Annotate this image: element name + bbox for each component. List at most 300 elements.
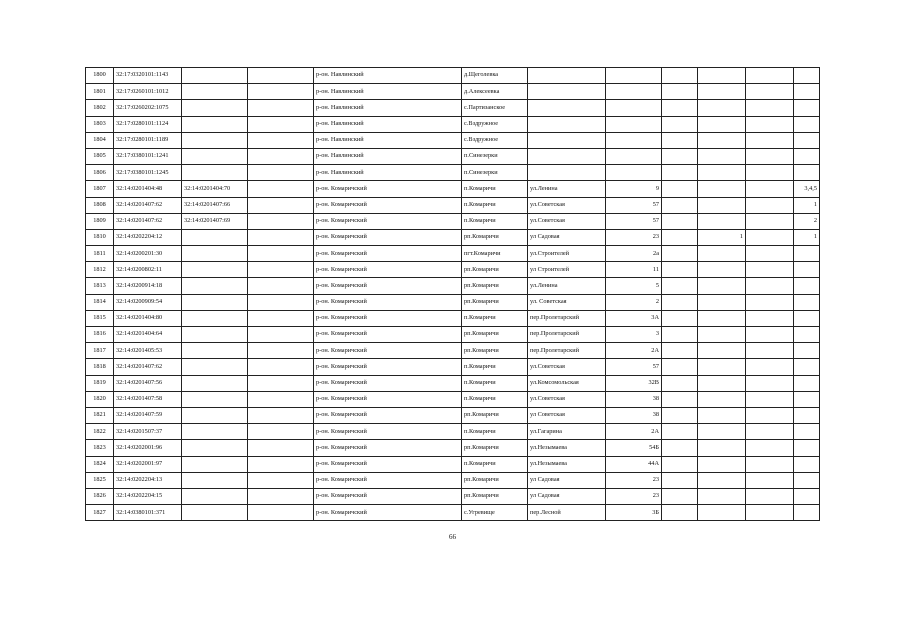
cell-street: ул Садовая bbox=[528, 472, 606, 488]
cell-related-number-1: 32:14:0201407:66 bbox=[182, 197, 248, 213]
cell-related-number-1 bbox=[182, 294, 248, 310]
cell-row-number: 1802 bbox=[86, 100, 114, 116]
cell-row-number: 1808 bbox=[86, 197, 114, 213]
table-row bbox=[86, 407, 820, 423]
cell-district: р-он. Комаричский bbox=[314, 505, 462, 521]
cell-district: р-он. Комаричский bbox=[314, 262, 462, 278]
table-row bbox=[86, 197, 820, 213]
cell-settlement: п.Комаричи bbox=[462, 375, 528, 391]
cell-related-number-2 bbox=[248, 505, 314, 521]
cell-related-number-2 bbox=[248, 246, 314, 262]
cell-settlement: с.Вздружное bbox=[462, 116, 528, 132]
registry-table bbox=[85, 67, 820, 521]
cell-related-number-1 bbox=[182, 505, 248, 521]
cell-district: р-он. Навлинский bbox=[314, 68, 462, 84]
cell-house: 3А bbox=[606, 310, 662, 326]
cell-corpus bbox=[698, 488, 746, 504]
table-row bbox=[86, 229, 820, 245]
cell-district: р-он. Комаричский bbox=[314, 407, 462, 423]
cell-house: 9 bbox=[606, 181, 662, 197]
cell-extra bbox=[746, 246, 794, 262]
cell-corpus bbox=[698, 262, 746, 278]
cell-apartment bbox=[794, 407, 820, 423]
cell-apartment bbox=[794, 278, 820, 294]
cell-house: 11 bbox=[606, 262, 662, 278]
cell-related-number-1 bbox=[182, 375, 248, 391]
cell-street: ул.Советская bbox=[528, 197, 606, 213]
cell-related-number-1 bbox=[182, 359, 248, 375]
cell-row-number: 1819 bbox=[86, 375, 114, 391]
cell-row-number: 1824 bbox=[86, 456, 114, 472]
cell-corpus bbox=[698, 246, 746, 262]
cell-related-number-1 bbox=[182, 165, 248, 181]
cell-related-number-2 bbox=[248, 440, 314, 456]
cell-building bbox=[662, 181, 698, 197]
cell-house bbox=[606, 148, 662, 164]
cell-house: 3 bbox=[606, 327, 662, 343]
cell-street: пер.Пролетарский bbox=[528, 327, 606, 343]
cell-building bbox=[662, 68, 698, 84]
table-row bbox=[86, 424, 820, 440]
cell-building bbox=[662, 294, 698, 310]
cell-settlement: п.Синезерки bbox=[462, 148, 528, 164]
cell-house: 2 bbox=[606, 294, 662, 310]
cell-apartment: 3,4,5 bbox=[794, 181, 820, 197]
cell-cadastral-number: 32:14:0201407:58 bbox=[114, 391, 182, 407]
cell-related-number-2 bbox=[248, 229, 314, 245]
cell-related-number-1 bbox=[182, 84, 248, 100]
cell-cadastral-number: 32:14:0202204:12 bbox=[114, 229, 182, 245]
cell-house: 44А bbox=[606, 456, 662, 472]
cell-street: ул Строителей bbox=[528, 262, 606, 278]
cell-cadastral-number: 32:17:0280101:1189 bbox=[114, 132, 182, 148]
cell-related-number-2 bbox=[248, 327, 314, 343]
table-row bbox=[86, 68, 820, 84]
cell-settlement: д.Алексеевка bbox=[462, 84, 528, 100]
cell-building bbox=[662, 84, 698, 100]
cell-building bbox=[662, 148, 698, 164]
cell-related-number-1 bbox=[182, 488, 248, 504]
cell-house bbox=[606, 165, 662, 181]
cell-cadastral-number: 32:14:0201404:48 bbox=[114, 181, 182, 197]
cell-apartment bbox=[794, 424, 820, 440]
table-row bbox=[86, 310, 820, 326]
cell-apartment bbox=[794, 294, 820, 310]
cell-street bbox=[528, 84, 606, 100]
cell-apartment bbox=[794, 68, 820, 84]
cell-street: ул.Строителей bbox=[528, 246, 606, 262]
cell-house bbox=[606, 68, 662, 84]
cell-corpus bbox=[698, 181, 746, 197]
cell-related-number-2 bbox=[248, 424, 314, 440]
cell-extra bbox=[746, 375, 794, 391]
cell-building bbox=[662, 424, 698, 440]
cell-row-number: 1810 bbox=[86, 229, 114, 245]
cell-related-number-1 bbox=[182, 440, 248, 456]
table-row bbox=[86, 327, 820, 343]
cell-row-number: 1813 bbox=[86, 278, 114, 294]
cell-settlement: рп.Комаричи bbox=[462, 294, 528, 310]
cell-cadastral-number: 32:14:0201404:80 bbox=[114, 310, 182, 326]
cell-row-number: 1818 bbox=[86, 359, 114, 375]
cell-street: ул Садовая bbox=[528, 229, 606, 245]
cell-row-number: 1805 bbox=[86, 148, 114, 164]
cell-building bbox=[662, 213, 698, 229]
cell-street: пер.Лесной bbox=[528, 505, 606, 521]
cell-corpus bbox=[698, 472, 746, 488]
cell-building bbox=[662, 488, 698, 504]
cell-apartment: 2 bbox=[794, 213, 820, 229]
cell-corpus bbox=[698, 440, 746, 456]
cell-apartment bbox=[794, 391, 820, 407]
cell-street bbox=[528, 132, 606, 148]
cell-related-number-1 bbox=[182, 327, 248, 343]
cell-cadastral-number: 32:14:0201407:62 bbox=[114, 197, 182, 213]
cell-district: р-он. Комаричский bbox=[314, 472, 462, 488]
cell-extra bbox=[746, 440, 794, 456]
cell-related-number-1 bbox=[182, 246, 248, 262]
cell-related-number-1 bbox=[182, 391, 248, 407]
cell-house bbox=[606, 132, 662, 148]
cell-corpus bbox=[698, 197, 746, 213]
cell-row-number: 1822 bbox=[86, 424, 114, 440]
cell-extra bbox=[746, 262, 794, 278]
cell-apartment bbox=[794, 488, 820, 504]
cell-street: ул.Советская bbox=[528, 391, 606, 407]
cell-row-number: 1809 bbox=[86, 213, 114, 229]
cell-cadastral-number: 32:14:0201407:59 bbox=[114, 407, 182, 423]
cell-house: 38 bbox=[606, 391, 662, 407]
cell-settlement: рп.Комаричи bbox=[462, 440, 528, 456]
cell-apartment bbox=[794, 84, 820, 100]
cell-related-number-2 bbox=[248, 116, 314, 132]
cell-row-number: 1827 bbox=[86, 505, 114, 521]
cell-related-number-2 bbox=[248, 391, 314, 407]
cell-settlement: рп.Комаричи bbox=[462, 407, 528, 423]
cell-district: р-он. Комаричский bbox=[314, 488, 462, 504]
cell-house: 3Б bbox=[606, 505, 662, 521]
cell-corpus bbox=[698, 68, 746, 84]
cell-row-number: 1823 bbox=[86, 440, 114, 456]
cell-apartment bbox=[794, 456, 820, 472]
table-row bbox=[86, 505, 820, 521]
cell-apartment bbox=[794, 100, 820, 116]
cell-related-number-1 bbox=[182, 343, 248, 359]
cell-extra bbox=[746, 213, 794, 229]
cell-related-number-2 bbox=[248, 278, 314, 294]
cell-apartment bbox=[794, 359, 820, 375]
cell-related-number-1 bbox=[182, 407, 248, 423]
cell-related-number-2 bbox=[248, 407, 314, 423]
cell-row-number: 1806 bbox=[86, 165, 114, 181]
cell-extra bbox=[746, 294, 794, 310]
cell-corpus bbox=[698, 148, 746, 164]
cell-corpus bbox=[698, 310, 746, 326]
cell-district: р-он. Навлинский bbox=[314, 132, 462, 148]
cell-related-number-2 bbox=[248, 472, 314, 488]
cell-settlement: д.Щеголевка bbox=[462, 68, 528, 84]
cell-apartment bbox=[794, 440, 820, 456]
cell-cadastral-number: 32:17:0380101:1241 bbox=[114, 148, 182, 164]
cell-apartment bbox=[794, 310, 820, 326]
table-row bbox=[86, 294, 820, 310]
registry-body bbox=[86, 68, 820, 521]
cell-street: ул Садовая bbox=[528, 488, 606, 504]
cell-street: ул.Гагарина bbox=[528, 424, 606, 440]
cell-settlement: п.Комаричи bbox=[462, 456, 528, 472]
cell-related-number-2 bbox=[248, 165, 314, 181]
cell-cadastral-number: 32:14:0202204:13 bbox=[114, 472, 182, 488]
cell-cadastral-number: 32:14:0200909:54 bbox=[114, 294, 182, 310]
cell-cadastral-number: 32:14:0201405:53 bbox=[114, 343, 182, 359]
cell-building bbox=[662, 197, 698, 213]
cell-extra bbox=[746, 278, 794, 294]
cell-row-number: 1825 bbox=[86, 472, 114, 488]
table-row bbox=[86, 488, 820, 504]
cell-district: р-он. Навлинский bbox=[314, 84, 462, 100]
cell-district: р-он. Комаричский bbox=[314, 327, 462, 343]
cell-street bbox=[528, 116, 606, 132]
cell-house: 2а bbox=[606, 246, 662, 262]
cell-cadastral-number: 32:14:0201507:37 bbox=[114, 424, 182, 440]
cell-building bbox=[662, 246, 698, 262]
cell-house bbox=[606, 100, 662, 116]
cell-extra bbox=[746, 310, 794, 326]
cell-related-number-1 bbox=[182, 229, 248, 245]
cell-cadastral-number: 32:14:0201404:64 bbox=[114, 327, 182, 343]
cell-settlement: с.Угревище bbox=[462, 505, 528, 521]
cell-settlement: рп.Комаричи bbox=[462, 278, 528, 294]
cell-district: р-он. Комаричский bbox=[314, 181, 462, 197]
cell-cadastral-number: 32:14:0200201:30 bbox=[114, 246, 182, 262]
cell-building bbox=[662, 165, 698, 181]
cell-extra bbox=[746, 165, 794, 181]
table-row bbox=[86, 456, 820, 472]
table-row bbox=[86, 375, 820, 391]
cell-extra bbox=[746, 456, 794, 472]
cell-extra bbox=[746, 148, 794, 164]
cell-corpus bbox=[698, 343, 746, 359]
cell-extra bbox=[746, 84, 794, 100]
cell-row-number: 1814 bbox=[86, 294, 114, 310]
cell-apartment bbox=[794, 327, 820, 343]
cell-corpus bbox=[698, 132, 746, 148]
cell-corpus bbox=[698, 456, 746, 472]
cell-corpus bbox=[698, 165, 746, 181]
cell-corpus bbox=[698, 213, 746, 229]
cell-related-number-2 bbox=[248, 132, 314, 148]
cell-extra bbox=[746, 407, 794, 423]
cell-settlement: п.Синезерки bbox=[462, 165, 528, 181]
cell-house: 5 bbox=[606, 278, 662, 294]
cell-settlement: рп.Комаричи bbox=[462, 327, 528, 343]
cell-related-number-2 bbox=[248, 148, 314, 164]
cell-row-number: 1807 bbox=[86, 181, 114, 197]
cell-cadastral-number: 32:14:0201407:62 bbox=[114, 359, 182, 375]
cell-building bbox=[662, 456, 698, 472]
cell-building bbox=[662, 440, 698, 456]
table-row bbox=[86, 165, 820, 181]
cell-row-number: 1820 bbox=[86, 391, 114, 407]
cell-corpus bbox=[698, 505, 746, 521]
cell-house: 23 bbox=[606, 229, 662, 245]
table-row bbox=[86, 181, 820, 197]
cell-cadastral-number: 32:17:0260202:1075 bbox=[114, 100, 182, 116]
cell-district: р-он. Комаричский bbox=[314, 359, 462, 375]
cell-corpus bbox=[698, 424, 746, 440]
cell-settlement: рп.Комаричи bbox=[462, 488, 528, 504]
cell-corpus bbox=[698, 100, 746, 116]
cell-related-number-1 bbox=[182, 148, 248, 164]
cell-corpus bbox=[698, 407, 746, 423]
cell-apartment bbox=[794, 148, 820, 164]
cell-building bbox=[662, 407, 698, 423]
cell-street: ул.Советская bbox=[528, 213, 606, 229]
table-row bbox=[86, 148, 820, 164]
cell-corpus bbox=[698, 278, 746, 294]
cell-apartment bbox=[794, 165, 820, 181]
cell-cadastral-number: 32:14:0201407:62 bbox=[114, 213, 182, 229]
table-row bbox=[86, 278, 820, 294]
cell-apartment bbox=[794, 343, 820, 359]
cell-district: р-он. Навлинский bbox=[314, 100, 462, 116]
cell-street bbox=[528, 148, 606, 164]
cell-building bbox=[662, 116, 698, 132]
cell-related-number-1 bbox=[182, 262, 248, 278]
table-row bbox=[86, 84, 820, 100]
cell-row-number: 1826 bbox=[86, 488, 114, 504]
table-row bbox=[86, 343, 820, 359]
cell-related-number-2 bbox=[248, 181, 314, 197]
cell-settlement: п.Комаричи bbox=[462, 310, 528, 326]
cell-corpus bbox=[698, 375, 746, 391]
cell-district: р-он. Комаричский bbox=[314, 197, 462, 213]
cell-cadastral-number: 32:17:0380101:1245 bbox=[114, 165, 182, 181]
cell-district: р-он. Комаричский bbox=[314, 294, 462, 310]
cell-district: р-он. Комаричский bbox=[314, 343, 462, 359]
cell-related-number-2 bbox=[248, 343, 314, 359]
cell-street bbox=[528, 100, 606, 116]
cell-apartment bbox=[794, 472, 820, 488]
cell-street: ул.Ленина bbox=[528, 278, 606, 294]
cell-related-number-1 bbox=[182, 424, 248, 440]
cell-apartment bbox=[794, 505, 820, 521]
cell-house: 57 bbox=[606, 197, 662, 213]
cell-apartment: 1 bbox=[794, 197, 820, 213]
cell-related-number-2 bbox=[248, 68, 314, 84]
cell-apartment bbox=[794, 375, 820, 391]
cell-house: 57 bbox=[606, 359, 662, 375]
cell-related-number-2 bbox=[248, 294, 314, 310]
cell-district: р-он. Комаричский bbox=[314, 246, 462, 262]
cell-apartment bbox=[794, 132, 820, 148]
cell-related-number-1 bbox=[182, 456, 248, 472]
cell-related-number-2 bbox=[248, 100, 314, 116]
cell-related-number-1 bbox=[182, 100, 248, 116]
cell-related-number-2 bbox=[248, 213, 314, 229]
table-row bbox=[86, 132, 820, 148]
cell-related-number-1 bbox=[182, 68, 248, 84]
cell-district: р-он. Навлинский bbox=[314, 148, 462, 164]
cell-building bbox=[662, 375, 698, 391]
cell-house: 2А bbox=[606, 343, 662, 359]
cell-building bbox=[662, 278, 698, 294]
cell-settlement: рп.Комаричи bbox=[462, 343, 528, 359]
cell-district: р-он. Комаричский bbox=[314, 375, 462, 391]
cell-house bbox=[606, 84, 662, 100]
cell-extra bbox=[746, 100, 794, 116]
table-row bbox=[86, 440, 820, 456]
table-row bbox=[86, 116, 820, 132]
cell-extra bbox=[746, 327, 794, 343]
cell-related-number-2 bbox=[248, 84, 314, 100]
cell-related-number-1 bbox=[182, 310, 248, 326]
cell-related-number-2 bbox=[248, 197, 314, 213]
cell-settlement: п.Комаричи bbox=[462, 424, 528, 440]
cell-building bbox=[662, 132, 698, 148]
cell-house: 23 bbox=[606, 472, 662, 488]
table-row bbox=[86, 359, 820, 375]
cell-cadastral-number: 32:17:0280101:1124 bbox=[114, 116, 182, 132]
cell-building bbox=[662, 472, 698, 488]
cell-corpus bbox=[698, 327, 746, 343]
cell-settlement: рп.Комаричи bbox=[462, 472, 528, 488]
cell-cadastral-number: 32:14:0200802:11 bbox=[114, 262, 182, 278]
cell-settlement: с.Партизанское bbox=[462, 100, 528, 116]
cell-corpus: 1 bbox=[698, 229, 746, 245]
cell-related-number-2 bbox=[248, 375, 314, 391]
cell-apartment bbox=[794, 262, 820, 278]
table-row bbox=[86, 391, 820, 407]
cell-cadastral-number: 32:14:0202204:15 bbox=[114, 488, 182, 504]
cell-street: пер.Пролетарский bbox=[528, 343, 606, 359]
cell-street bbox=[528, 68, 606, 84]
cell-district: р-он. Комаричский bbox=[314, 424, 462, 440]
cell-extra bbox=[746, 424, 794, 440]
cell-district: р-он. Комаричский bbox=[314, 456, 462, 472]
cell-row-number: 1804 bbox=[86, 132, 114, 148]
cell-district: р-он. Комаричский bbox=[314, 440, 462, 456]
cell-building bbox=[662, 391, 698, 407]
cell-apartment bbox=[794, 246, 820, 262]
cell-street: пер.Пролетарский bbox=[528, 310, 606, 326]
cell-related-number-2 bbox=[248, 262, 314, 278]
cell-related-number-1 bbox=[182, 278, 248, 294]
cell-cadastral-number: 32:17:0320101:1143 bbox=[114, 68, 182, 84]
cell-related-number-2 bbox=[248, 310, 314, 326]
cell-apartment bbox=[794, 116, 820, 132]
cell-extra bbox=[746, 197, 794, 213]
cell-related-number-2 bbox=[248, 359, 314, 375]
cell-settlement: п.Комаричи bbox=[462, 213, 528, 229]
cell-district: р-он. Комаричский bbox=[314, 310, 462, 326]
cell-related-number-2 bbox=[248, 456, 314, 472]
cell-settlement: п.Комаричи bbox=[462, 197, 528, 213]
cell-street: ул.Ленина bbox=[528, 181, 606, 197]
cell-extra bbox=[746, 181, 794, 197]
cell-house: 57 bbox=[606, 213, 662, 229]
cell-corpus bbox=[698, 359, 746, 375]
cell-cadastral-number: 32:14:0380101:371 bbox=[114, 505, 182, 521]
cell-corpus bbox=[698, 391, 746, 407]
cell-row-number: 1817 bbox=[86, 343, 114, 359]
cell-cadastral-number: 32:14:0202001:97 bbox=[114, 456, 182, 472]
cell-house: 32В bbox=[606, 375, 662, 391]
cell-extra bbox=[746, 505, 794, 521]
cell-extra bbox=[746, 391, 794, 407]
cell-cadastral-number: 32:17:0260101:1012 bbox=[114, 84, 182, 100]
cell-house: 38 bbox=[606, 407, 662, 423]
